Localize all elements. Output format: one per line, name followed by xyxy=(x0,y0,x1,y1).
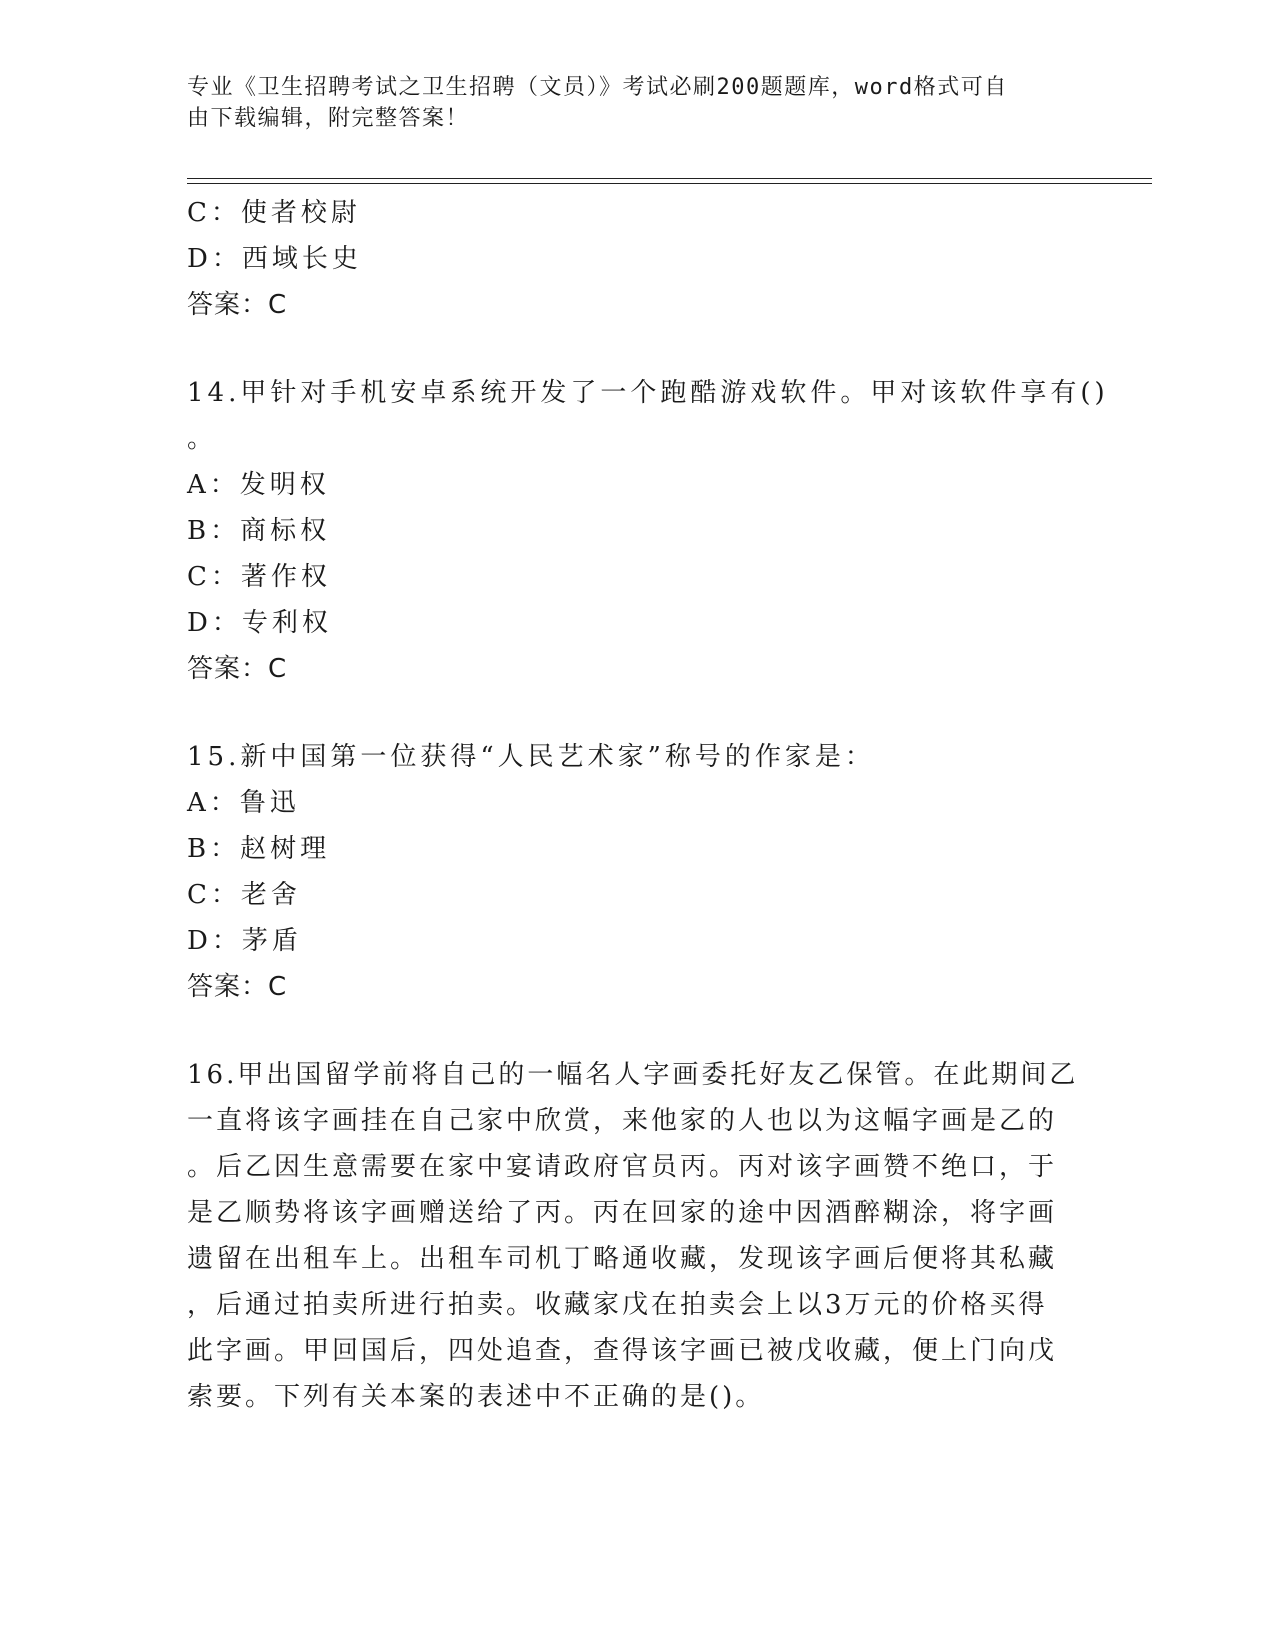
q14-option-c: C：著作权 xyxy=(187,562,331,592)
q16-stem-line: 一直将该字画挂在自己家中欣赏，来他家的人也以为这幅字画是乙的 xyxy=(187,1106,1058,1136)
q15-answer: 答案：C xyxy=(187,972,288,1002)
header-line-1: 专业《卫生招聘考试之卫生招聘（文员）》考试必刷200题题库，word格式可自 xyxy=(187,75,1008,100)
q15-option-c: C：老舍 xyxy=(187,880,301,910)
q13-answer: 答案：C xyxy=(187,290,288,320)
q15-option-b: B：赵树理 xyxy=(187,834,331,864)
header-line-2: 由下载编辑，附完整答案！ xyxy=(187,106,470,131)
spacer xyxy=(187,1010,1067,1052)
q15-option-a: A：鲁迅 xyxy=(187,788,300,818)
header-divider-top xyxy=(187,178,1152,179)
q14-stem-line-2: 。 xyxy=(187,424,218,454)
q16-stem-line: 遗留在出租车上。出租车司机丁略通收藏，发现该字画后便将其私藏 xyxy=(187,1244,1058,1274)
question-13-block xyxy=(187,190,1067,328)
question-15-block xyxy=(187,734,1067,1010)
q13-option-d: D：西域长史 xyxy=(187,244,362,274)
question-content xyxy=(187,190,1109,1420)
q16-stem-line: 16.甲出国留学前将自己的一幅名人字画委托好友乙保管。在此期间乙 xyxy=(187,1060,1079,1090)
spacer xyxy=(187,692,1067,734)
q13-option-c: C：使者校尉 xyxy=(187,198,361,228)
q16-stem-line: 此字画。甲回国后，四处追查，查得该字画已被戊收藏，便上门向戊 xyxy=(187,1336,1058,1366)
q14-option-b: B：商标权 xyxy=(187,516,331,546)
question-16-block xyxy=(187,1052,1079,1420)
q15-stem: 15.新中国第一位获得“人民艺术家”称号的作家是： xyxy=(187,742,875,772)
q16-stem-line: 。后乙因生意需要在家中宴请政府官员丙。丙对该字画赞不绝口，于 xyxy=(187,1152,1058,1182)
q14-option-d: D：专利权 xyxy=(187,608,332,638)
q14-answer: 答案：C xyxy=(187,654,288,684)
header-divider-bottom xyxy=(187,183,1152,184)
q16-stem-line: 是乙顺势将该字画赠送给了丙。丙在回家的途中因酒醉糊涂，将字画 xyxy=(187,1198,1058,1228)
q14-stem-line-1: 14.甲针对手机安卓系统开发了一个跑酷游戏软件。甲对该软件享有() xyxy=(187,378,1109,408)
q16-stem-line: 索要。下列有关本案的表述中不正确的是()。 xyxy=(187,1382,765,1412)
q15-option-d: D：茅盾 xyxy=(187,926,302,956)
question-14-block xyxy=(187,370,1109,692)
q16-stem-line: ，后通过拍卖所进行拍卖。收藏家戊在拍卖会上以3万元的价格买得 xyxy=(187,1290,1048,1320)
spacer xyxy=(187,328,1067,370)
page-header xyxy=(187,72,1067,134)
q14-option-a: A：发明权 xyxy=(187,470,330,500)
